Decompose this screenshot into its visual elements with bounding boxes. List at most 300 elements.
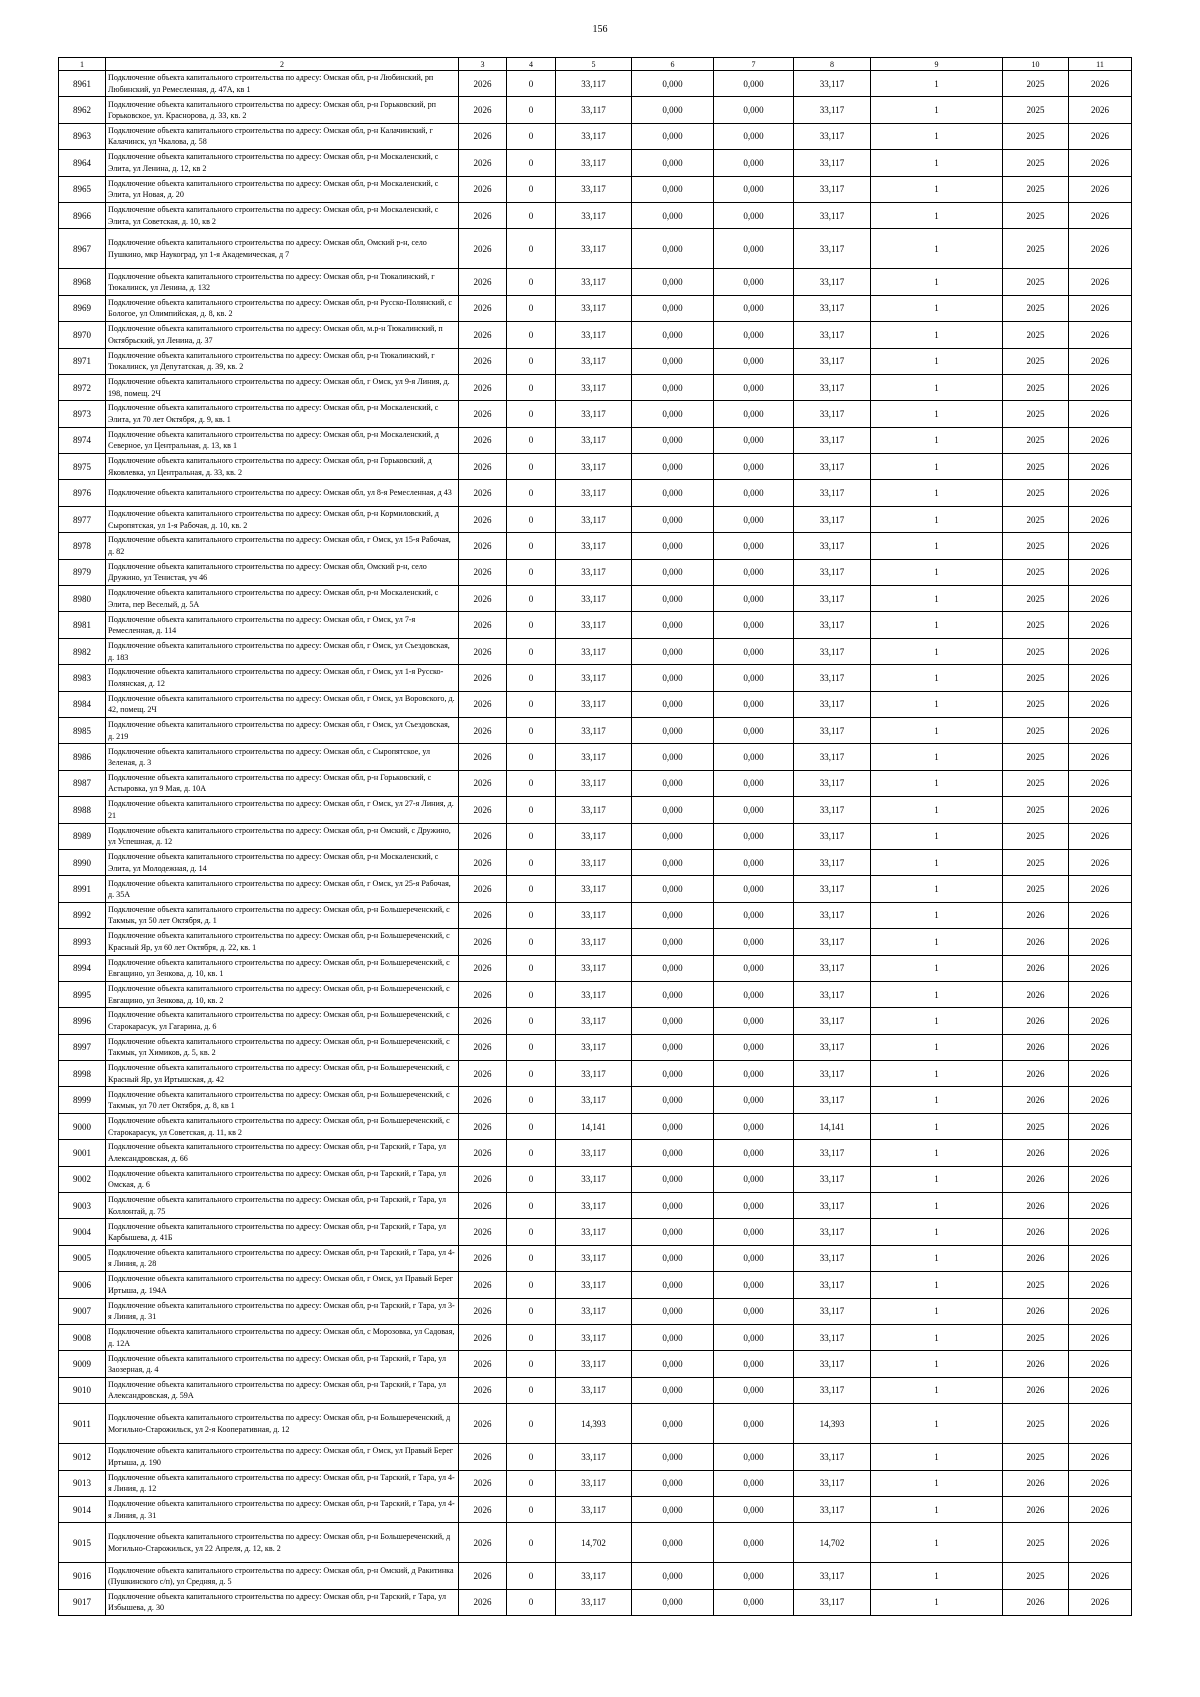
table-row bbox=[59, 1219, 1132, 1245]
col-9-cell: 1 bbox=[871, 374, 1003, 400]
col-9-cell: 1 bbox=[871, 123, 1003, 149]
table-row bbox=[59, 1272, 1132, 1298]
table-row bbox=[59, 1496, 1132, 1522]
col-6-cell: 0,000 bbox=[632, 123, 714, 149]
row-number: 9012 bbox=[59, 1444, 106, 1470]
row-number: 8970 bbox=[59, 322, 106, 348]
row-number: 8993 bbox=[59, 929, 106, 955]
col-7-cell: 0,000 bbox=[714, 849, 794, 875]
col-4-cell: 0 bbox=[507, 150, 556, 176]
col-3-cell: 2026 bbox=[459, 348, 507, 374]
col-9-cell: 1 bbox=[871, 1470, 1003, 1496]
col-9-cell: 1 bbox=[871, 559, 1003, 585]
table-row bbox=[59, 849, 1132, 875]
row-number: 8975 bbox=[59, 454, 106, 480]
col-7-cell: 0,000 bbox=[714, 744, 794, 770]
col-8-cell: 33,117 bbox=[794, 374, 871, 400]
col-6-cell: 0,000 bbox=[632, 348, 714, 374]
col-11-cell: 2026 bbox=[1069, 295, 1132, 321]
col-8-cell: 33,117 bbox=[794, 454, 871, 480]
row-number: 9006 bbox=[59, 1272, 106, 1298]
col-9-cell: 1 bbox=[871, 150, 1003, 176]
col-3-cell: 2026 bbox=[459, 1113, 507, 1139]
col-4-cell: 0 bbox=[507, 1008, 556, 1034]
row-number: 8981 bbox=[59, 612, 106, 638]
description-cell: Подключение объекта капитального строительства по адресу: Омская обл, р-н Тарский, г Тара, ул Заозерная, д. 4 bbox=[106, 1351, 459, 1377]
col-3-cell: 2026 bbox=[459, 1589, 507, 1615]
col-10-cell: 2025 bbox=[1003, 454, 1069, 480]
col-7-cell: 0,000 bbox=[714, 176, 794, 202]
col-7-cell: 0,000 bbox=[714, 797, 794, 823]
col-6-cell: 0,000 bbox=[632, 1444, 714, 1470]
col-11-cell: 2026 bbox=[1069, 1140, 1132, 1166]
col-9-cell: 1 bbox=[871, 1245, 1003, 1271]
col-6-cell: 0,000 bbox=[632, 955, 714, 981]
col-10-cell: 2025 bbox=[1003, 123, 1069, 149]
col-8-cell: 33,117 bbox=[794, 665, 871, 691]
col-6-cell: 0,000 bbox=[632, 1324, 714, 1350]
col-3-cell: 2026 bbox=[459, 1496, 507, 1522]
col-4-cell: 0 bbox=[507, 1113, 556, 1139]
col-11-cell: 2026 bbox=[1069, 202, 1132, 228]
col-8-cell: 33,117 bbox=[794, 348, 871, 374]
col-7-cell: 0,000 bbox=[714, 1166, 794, 1192]
col-4-cell: 0 bbox=[507, 123, 556, 149]
description-cell: Подключение объекта капитального строительства по адресу: Омская обл, р-н Тарский, г Тара, ул 4-я Линия, д. 28 bbox=[106, 1245, 459, 1271]
col-3-cell: 2026 bbox=[459, 1272, 507, 1298]
col-8-cell: 33,117 bbox=[794, 506, 871, 532]
col-4-cell: 0 bbox=[507, 770, 556, 796]
col-11-cell: 2026 bbox=[1069, 480, 1132, 506]
row-number: 9017 bbox=[59, 1589, 106, 1615]
description-cell: Подключение объекта капитального строительства по адресу: Омская обл, р-н Большереченский, с Старокарасук, ул Советская, д. 11, кв 2 bbox=[106, 1113, 459, 1139]
col-11-cell: 2026 bbox=[1069, 559, 1132, 585]
col-4-cell: 0 bbox=[507, 1219, 556, 1245]
col-5-cell: 14,141 bbox=[556, 1113, 632, 1139]
description-cell: Подключение объекта капитального строительства по адресу: Омская обл, р-н Большереченский, с Красный Яр, ул Иртышская, д. 42 bbox=[106, 1061, 459, 1087]
col-5-cell: 33,117 bbox=[556, 1298, 632, 1324]
description-cell: Подключение объекта капитального строительства по адресу: Омская обл, р-н Большереченский, д Могильно-Старожильск, ул 22 Апреля, д. 12, кв. 2 bbox=[106, 1523, 459, 1563]
col-11-cell: 2026 bbox=[1069, 797, 1132, 823]
col-9-cell: 1 bbox=[871, 770, 1003, 796]
col-3-cell: 2026 bbox=[459, 638, 507, 664]
col-9-cell: 1 bbox=[871, 269, 1003, 295]
row-number: 9003 bbox=[59, 1193, 106, 1219]
col-11-cell: 2026 bbox=[1069, 612, 1132, 638]
col-8-cell: 33,117 bbox=[794, 1087, 871, 1113]
col-6-cell: 0,000 bbox=[632, 480, 714, 506]
col-3-cell: 2026 bbox=[459, 1444, 507, 1470]
col-10-cell: 2025 bbox=[1003, 150, 1069, 176]
col-9-cell: 1 bbox=[871, 1008, 1003, 1034]
description-cell: Подключение объекта капитального строительства по адресу: Омская обл, р-н Москаленский, с Элита, пер Веселый, д. 5А bbox=[106, 586, 459, 612]
col-7-cell: 0,000 bbox=[714, 1404, 794, 1444]
col-6-cell: 0,000 bbox=[632, 876, 714, 902]
col-6-cell: 0,000 bbox=[632, 202, 714, 228]
table-row bbox=[59, 533, 1132, 559]
table-row bbox=[59, 612, 1132, 638]
col-5-cell: 33,117 bbox=[556, 797, 632, 823]
col-5-cell: 33,117 bbox=[556, 71, 632, 97]
col-7-cell: 0,000 bbox=[714, 295, 794, 321]
description-cell: Подключение объекта капитального строительства по адресу: Омская обл, г Омск, ул Съездовская, д. 183 bbox=[106, 638, 459, 664]
col-11-cell: 2026 bbox=[1069, 929, 1132, 955]
col-10-cell: 2025 bbox=[1003, 202, 1069, 228]
col-9-cell: 1 bbox=[871, 1589, 1003, 1615]
description-cell: Подключение объекта капитального строительства по адресу: Омская обл, Омский р-н, село Дружино, ул Тенистая, уч 46 bbox=[106, 559, 459, 585]
table-row bbox=[59, 823, 1132, 849]
col-3-cell: 2026 bbox=[459, 1166, 507, 1192]
description-cell: Подключение объекта капитального строительства по адресу: Омская обл, р-н Омский, с Дружино, ул Успешная, д. 12 bbox=[106, 823, 459, 849]
col-4-cell: 0 bbox=[507, 1470, 556, 1496]
col-4-cell: 0 bbox=[507, 1444, 556, 1470]
col-4-cell: 0 bbox=[507, 981, 556, 1007]
col-8-cell: 33,117 bbox=[794, 1219, 871, 1245]
col-7-cell: 0,000 bbox=[714, 902, 794, 928]
col-6-cell: 0,000 bbox=[632, 97, 714, 123]
col-8-cell: 33,117 bbox=[794, 902, 871, 928]
row-number: 9007 bbox=[59, 1298, 106, 1324]
row-number: 8966 bbox=[59, 202, 106, 228]
col-10-cell: 2025 bbox=[1003, 295, 1069, 321]
col-8-cell: 33,117 bbox=[794, 1470, 871, 1496]
col-4-cell: 0 bbox=[507, 586, 556, 612]
col-5-cell: 33,117 bbox=[556, 1034, 632, 1060]
col-3-cell: 2026 bbox=[459, 427, 507, 453]
col-9-cell: 1 bbox=[871, 797, 1003, 823]
col-4-cell: 0 bbox=[507, 1404, 556, 1444]
col-8-cell: 33,117 bbox=[794, 1008, 871, 1034]
row-number: 8990 bbox=[59, 849, 106, 875]
col-7-cell: 0,000 bbox=[714, 665, 794, 691]
col-5-cell: 33,117 bbox=[556, 97, 632, 123]
col-9-cell: 1 bbox=[871, 1563, 1003, 1589]
col-3-cell: 2026 bbox=[459, 176, 507, 202]
col-4-cell: 0 bbox=[507, 1272, 556, 1298]
col-7-cell: 0,000 bbox=[714, 480, 794, 506]
col-3-cell: 2026 bbox=[459, 691, 507, 717]
row-number: 8969 bbox=[59, 295, 106, 321]
col-6-cell: 0,000 bbox=[632, 401, 714, 427]
col-11-cell: 2026 bbox=[1069, 176, 1132, 202]
col-5-cell: 33,117 bbox=[556, 1377, 632, 1403]
col-9-cell: 1 bbox=[871, 744, 1003, 770]
row-number: 8962 bbox=[59, 97, 106, 123]
description-cell: Подключение объекта капитального строительства по адресу: Омская обл, р-н Омский, д Ракитинка (Пушкинского с/п), ул Средняя, д. 5 bbox=[106, 1563, 459, 1589]
col-8-cell: 33,117 bbox=[794, 1563, 871, 1589]
row-number: 8985 bbox=[59, 717, 106, 743]
row-number: 9002 bbox=[59, 1166, 106, 1192]
col-9-cell: 1 bbox=[871, 1140, 1003, 1166]
row-number: 8978 bbox=[59, 533, 106, 559]
col-10-cell: 2025 bbox=[1003, 1523, 1069, 1563]
col-11-cell: 2026 bbox=[1069, 691, 1132, 717]
col-3-cell: 2026 bbox=[459, 1324, 507, 1350]
table-row bbox=[59, 1563, 1132, 1589]
col-5-cell: 33,117 bbox=[556, 1193, 632, 1219]
col-7-cell: 0,000 bbox=[714, 876, 794, 902]
table-row bbox=[59, 1470, 1132, 1496]
column-header: 11 bbox=[1069, 58, 1132, 71]
col-4-cell: 0 bbox=[507, 480, 556, 506]
row-number: 9016 bbox=[59, 1563, 106, 1589]
col-7-cell: 0,000 bbox=[714, 955, 794, 981]
col-3-cell: 2026 bbox=[459, 1245, 507, 1271]
col-4-cell: 0 bbox=[507, 744, 556, 770]
table-row bbox=[59, 902, 1132, 928]
col-3-cell: 2026 bbox=[459, 665, 507, 691]
col-9-cell: 1 bbox=[871, 1523, 1003, 1563]
col-5-cell: 33,117 bbox=[556, 665, 632, 691]
col-11-cell: 2026 bbox=[1069, 1193, 1132, 1219]
table-row bbox=[59, 1324, 1132, 1350]
row-number: 9011 bbox=[59, 1404, 106, 1444]
col-11-cell: 2026 bbox=[1069, 1113, 1132, 1139]
col-3-cell: 2026 bbox=[459, 295, 507, 321]
col-11-cell: 2026 bbox=[1069, 1470, 1132, 1496]
col-11-cell: 2026 bbox=[1069, 770, 1132, 796]
col-10-cell: 2026 bbox=[1003, 981, 1069, 1007]
description-cell: Подключение объекта капитального строительства по адресу: Омская обл, г Омск, ул Правый Берег Иртыша, д. 190 bbox=[106, 1444, 459, 1470]
col-11-cell: 2026 bbox=[1069, 506, 1132, 532]
col-4-cell: 0 bbox=[507, 533, 556, 559]
col-9-cell: 1 bbox=[871, 902, 1003, 928]
row-number: 9001 bbox=[59, 1140, 106, 1166]
col-8-cell: 33,117 bbox=[794, 1061, 871, 1087]
col-11-cell: 2026 bbox=[1069, 1563, 1132, 1589]
description-cell: Подключение объекта капитального строительства по адресу: Омская обл, р-н Большереченский, с Такмык, ул Химиков, д. 5, кв. 2 bbox=[106, 1034, 459, 1060]
row-number: 8984 bbox=[59, 691, 106, 717]
column-header: 9 bbox=[871, 58, 1003, 71]
col-6-cell: 0,000 bbox=[632, 1166, 714, 1192]
table-row bbox=[59, 454, 1132, 480]
col-6-cell: 0,000 bbox=[632, 1034, 714, 1060]
col-10-cell: 2025 bbox=[1003, 559, 1069, 585]
row-number: 9009 bbox=[59, 1351, 106, 1377]
col-4-cell: 0 bbox=[507, 295, 556, 321]
col-5-cell: 33,117 bbox=[556, 717, 632, 743]
col-10-cell: 2026 bbox=[1003, 1140, 1069, 1166]
col-5-cell: 33,117 bbox=[556, 1496, 632, 1522]
col-5-cell: 33,117 bbox=[556, 1444, 632, 1470]
col-6-cell: 0,000 bbox=[632, 1589, 714, 1615]
col-6-cell: 0,000 bbox=[632, 1496, 714, 1522]
col-5-cell: 33,117 bbox=[556, 374, 632, 400]
col-10-cell: 2025 bbox=[1003, 1272, 1069, 1298]
table-row bbox=[59, 123, 1132, 149]
col-10-cell: 2025 bbox=[1003, 612, 1069, 638]
table-row bbox=[59, 1404, 1132, 1444]
col-11-cell: 2026 bbox=[1069, 1034, 1132, 1060]
col-9-cell: 1 bbox=[871, 717, 1003, 743]
col-5-cell: 33,117 bbox=[556, 981, 632, 1007]
col-3-cell: 2026 bbox=[459, 123, 507, 149]
col-5-cell: 33,117 bbox=[556, 586, 632, 612]
col-8-cell: 33,117 bbox=[794, 797, 871, 823]
col-8-cell: 33,117 bbox=[794, 876, 871, 902]
col-7-cell: 0,000 bbox=[714, 1245, 794, 1271]
col-7-cell: 0,000 bbox=[714, 1008, 794, 1034]
col-3-cell: 2026 bbox=[459, 586, 507, 612]
col-11-cell: 2026 bbox=[1069, 533, 1132, 559]
description-cell: Подключение объекта капитального строительства по адресу: Омская обл, р-н Москаленский, д Северное, ул Центральная, д. 13, кв 1 bbox=[106, 427, 459, 453]
col-3-cell: 2026 bbox=[459, 454, 507, 480]
col-3-cell: 2026 bbox=[459, 823, 507, 849]
col-6-cell: 0,000 bbox=[632, 1351, 714, 1377]
col-4-cell: 0 bbox=[507, 427, 556, 453]
col-7-cell: 0,000 bbox=[714, 638, 794, 664]
col-7-cell: 0,000 bbox=[714, 533, 794, 559]
col-10-cell: 2025 bbox=[1003, 229, 1069, 269]
table-row bbox=[59, 559, 1132, 585]
description-cell: Подключение объекта капитального строительства по адресу: Омская обл, г Омск, ул 1-я Русско-Полянская, д. 12 bbox=[106, 665, 459, 691]
col-5-cell: 33,117 bbox=[556, 1470, 632, 1496]
col-7-cell: 0,000 bbox=[714, 981, 794, 1007]
col-11-cell: 2026 bbox=[1069, 1351, 1132, 1377]
col-4-cell: 0 bbox=[507, 176, 556, 202]
data-table bbox=[58, 57, 1132, 1616]
col-4-cell: 0 bbox=[507, 849, 556, 875]
table-row bbox=[59, 876, 1132, 902]
col-4-cell: 0 bbox=[507, 348, 556, 374]
col-9-cell: 1 bbox=[871, 1272, 1003, 1298]
col-11-cell: 2026 bbox=[1069, 97, 1132, 123]
table-row bbox=[59, 480, 1132, 506]
description-cell: Подключение объекта капитального строительства по адресу: Омская обл, р-н Большереченский, с Такмык, ул 70 лет Октября, д. 8, кв 1 bbox=[106, 1087, 459, 1113]
col-7-cell: 0,000 bbox=[714, 269, 794, 295]
col-8-cell: 33,117 bbox=[794, 1193, 871, 1219]
col-8-cell: 33,117 bbox=[794, 1351, 871, 1377]
col-6-cell: 0,000 bbox=[632, 1140, 714, 1166]
col-8-cell: 33,117 bbox=[794, 269, 871, 295]
col-11-cell: 2026 bbox=[1069, 401, 1132, 427]
col-6-cell: 0,000 bbox=[632, 1193, 714, 1219]
col-9-cell: 1 bbox=[871, 176, 1003, 202]
col-3-cell: 2026 bbox=[459, 374, 507, 400]
col-11-cell: 2026 bbox=[1069, 586, 1132, 612]
col-8-cell: 33,117 bbox=[794, 150, 871, 176]
col-7-cell: 0,000 bbox=[714, 123, 794, 149]
col-6-cell: 0,000 bbox=[632, 849, 714, 875]
col-5-cell: 33,117 bbox=[556, 1166, 632, 1192]
col-6-cell: 0,000 bbox=[632, 1272, 714, 1298]
table-row bbox=[59, 1298, 1132, 1324]
table-row bbox=[59, 1589, 1132, 1615]
col-7-cell: 0,000 bbox=[714, 71, 794, 97]
col-7-cell: 0,000 bbox=[714, 691, 794, 717]
col-8-cell: 33,117 bbox=[794, 533, 871, 559]
col-7-cell: 0,000 bbox=[714, 1351, 794, 1377]
row-number: 8964 bbox=[59, 150, 106, 176]
col-3-cell: 2026 bbox=[459, 506, 507, 532]
col-8-cell: 33,117 bbox=[794, 97, 871, 123]
col-7-cell: 0,000 bbox=[714, 202, 794, 228]
col-6-cell: 0,000 bbox=[632, 823, 714, 849]
col-4-cell: 0 bbox=[507, 638, 556, 664]
row-number: 8977 bbox=[59, 506, 106, 532]
table-row bbox=[59, 665, 1132, 691]
col-10-cell: 2026 bbox=[1003, 1245, 1069, 1271]
col-10-cell: 2025 bbox=[1003, 506, 1069, 532]
col-6-cell: 0,000 bbox=[632, 612, 714, 638]
col-10-cell: 2025 bbox=[1003, 1563, 1069, 1589]
col-10-cell: 2025 bbox=[1003, 691, 1069, 717]
description-cell: Подключение объекта капитального строительства по адресу: Омская обл, г Омск, ул 15-я Рабочая, д. 82 bbox=[106, 533, 459, 559]
col-6-cell: 0,000 bbox=[632, 1008, 714, 1034]
table-row bbox=[59, 691, 1132, 717]
description-cell: Подключение объекта капитального строительства по адресу: Омская обл, р-н Большереченский, с Евгащино, ул Зенкова, д. 10, кв. 2 bbox=[106, 981, 459, 1007]
col-9-cell: 1 bbox=[871, 823, 1003, 849]
col-7-cell: 0,000 bbox=[714, 1496, 794, 1522]
col-7-cell: 0,000 bbox=[714, 1298, 794, 1324]
col-7-cell: 0,000 bbox=[714, 929, 794, 955]
col-7-cell: 0,000 bbox=[714, 229, 794, 269]
row-number: 8992 bbox=[59, 902, 106, 928]
row-number: 8974 bbox=[59, 427, 106, 453]
col-3-cell: 2026 bbox=[459, 1523, 507, 1563]
col-9-cell: 1 bbox=[871, 981, 1003, 1007]
row-number: 8989 bbox=[59, 823, 106, 849]
col-10-cell: 2026 bbox=[1003, 955, 1069, 981]
col-5-cell: 33,117 bbox=[556, 1219, 632, 1245]
description-cell: Подключение объекта капитального строительства по адресу: Омская обл, р-н Тарский, г Тара, ул Александровская, д. 66 bbox=[106, 1140, 459, 1166]
col-8-cell: 33,117 bbox=[794, 401, 871, 427]
col-9-cell: 1 bbox=[871, 322, 1003, 348]
col-3-cell: 2026 bbox=[459, 1008, 507, 1034]
col-4-cell: 0 bbox=[507, 506, 556, 532]
col-6-cell: 0,000 bbox=[632, 1377, 714, 1403]
row-number: 8991 bbox=[59, 876, 106, 902]
description-cell: Подключение объекта капитального строительства по адресу: Омская обл, р-н Большереченский, с Такмык, ул 50 лет Октября, д. 1 bbox=[106, 902, 459, 928]
col-3-cell: 2026 bbox=[459, 202, 507, 228]
col-7-cell: 0,000 bbox=[714, 401, 794, 427]
col-6-cell: 0,000 bbox=[632, 322, 714, 348]
col-5-cell: 33,117 bbox=[556, 559, 632, 585]
col-4-cell: 0 bbox=[507, 1324, 556, 1350]
description-cell: Подключение объекта капитального строительства по адресу: Омская обл, р-н Большереченский, д Могильно-Старожильск, ул 2-я Кооперативная, д. 12 bbox=[106, 1404, 459, 1444]
table-row bbox=[59, 1444, 1132, 1470]
col-11-cell: 2026 bbox=[1069, 1589, 1132, 1615]
col-6-cell: 0,000 bbox=[632, 744, 714, 770]
col-10-cell: 2025 bbox=[1003, 876, 1069, 902]
col-5-cell: 33,117 bbox=[556, 295, 632, 321]
description-cell: Подключение объекта капитального строительства по адресу: Омская обл, р-н Тарский, г Тара, ул Омская, д. 6 bbox=[106, 1166, 459, 1192]
col-5-cell: 33,117 bbox=[556, 902, 632, 928]
col-3-cell: 2026 bbox=[459, 229, 507, 269]
col-5-cell: 33,117 bbox=[556, 744, 632, 770]
col-8-cell: 33,117 bbox=[794, 229, 871, 269]
row-number: 8973 bbox=[59, 401, 106, 427]
col-5-cell: 33,117 bbox=[556, 229, 632, 269]
row-number: 8976 bbox=[59, 480, 106, 506]
col-3-cell: 2026 bbox=[459, 770, 507, 796]
col-10-cell: 2026 bbox=[1003, 1087, 1069, 1113]
col-10-cell: 2026 bbox=[1003, 929, 1069, 955]
col-11-cell: 2026 bbox=[1069, 1324, 1132, 1350]
col-10-cell: 2025 bbox=[1003, 480, 1069, 506]
col-4-cell: 0 bbox=[507, 691, 556, 717]
col-3-cell: 2026 bbox=[459, 981, 507, 1007]
col-9-cell: 1 bbox=[871, 1113, 1003, 1139]
col-7-cell: 0,000 bbox=[714, 1193, 794, 1219]
col-9-cell: 1 bbox=[871, 427, 1003, 453]
col-10-cell: 2026 bbox=[1003, 1470, 1069, 1496]
col-9-cell: 1 bbox=[871, 955, 1003, 981]
col-7-cell: 0,000 bbox=[714, 427, 794, 453]
col-7-cell: 0,000 bbox=[714, 586, 794, 612]
col-8-cell: 33,117 bbox=[794, 295, 871, 321]
description-cell: Подключение объекта капитального строительства по адресу: Омская обл, р-н Тарский, г Тара, ул Коллонтай, д. 75 bbox=[106, 1193, 459, 1219]
